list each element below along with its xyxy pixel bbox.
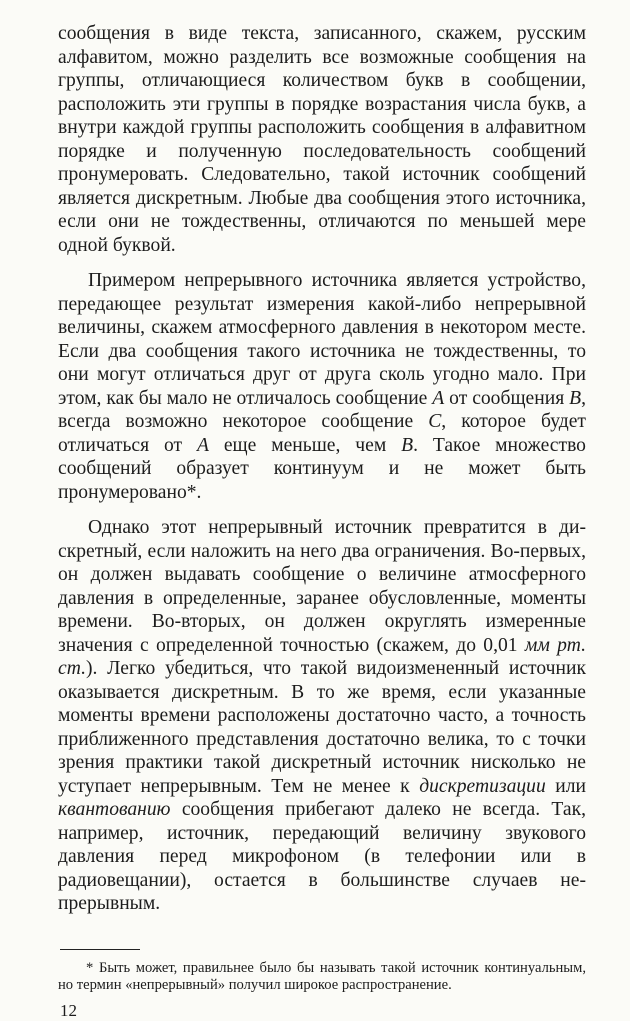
text-run: от сообщения: [444, 387, 570, 409]
italic-term: B: [401, 434, 414, 456]
italic-term: A: [432, 387, 445, 409]
italic-term: C: [428, 411, 442, 432]
text-run: Однако этот непрерывный источник превратится в дискретный, если наложить на него два ограничения. Во-первых, он должен выдавать сообщение о величине атмосферного давления в определенные, заранее обусловленные, моменты времени. Во-вторых, он должен округлять измеренные значения с определенной точностью (скажем, до 0,01: [58, 517, 586, 656]
text-run: , которое будет отличаться от: [58, 411, 586, 456]
text-run: сообщения в виде текста, записанного, скажем, русским алфавитом, можно разделить все возможные сообщения на группы, отличающиеся количеством букв в сообщении, расположить эти группы в порядке возрастания числа букв, а внутри каждой группы расположить сообщения в алфавитном порядке и полученную последовательность сообщений пронумеровать. Следовательно, такой источник сообщений является дискретным. Любые два сообщения этого источника, если они не тождественны, отличаются по меньшей мере одной буквой.: [58, 23, 586, 256]
italic-term: квантованию: [58, 799, 171, 820]
page-number: 12: [60, 1000, 77, 1020]
footnote-divider: [60, 949, 140, 950]
italic-term: мм рт. ст.: [58, 634, 587, 679]
text-run: или: [545, 775, 587, 797]
italic-term: дискретизации: [419, 775, 546, 797]
footnote: * Быть может, правильнее было бы называть такой источник континуальным, но термин «непрерывный» получил широкое распространение.: [58, 959, 586, 993]
text-run: Примером непрерывного источника является устройство, передающее результат измерения какой-либо непрерывной величины, скажем атмосферного давления в некотором месте. Если два сообщения такого источника не тождественны, то они могут отличаться друг от друга сколь угодно мало. При этом, как бы мало не отличалось сообщение: [58, 270, 586, 409]
paragraph-3: [58, 516, 586, 916]
italic-term: B: [569, 387, 582, 409]
paragraph-1: [58, 22, 586, 257]
text-run: ). Легко убедиться, что такой видоизмененный источник оказывается дискретным. В то же время, если указанные моменты времени расположены достаточно часто, а точность приближенного представления достаточно велика, то с точки зрения практики такой дискретный источник нисколько не уступает непрерывным. Тем не менее к: [58, 658, 586, 797]
italic-term: A: [196, 434, 209, 456]
text-run: . Такое множество сообщений образует континуум и не может быть пронумеровано*.: [58, 434, 586, 503]
main-text: [58, 22, 586, 916]
paragraph-2: [58, 269, 586, 504]
text-run: , всегда возможно некоторое сообщение: [58, 387, 587, 432]
text-run: еще меньше, чем: [208, 434, 402, 456]
text-run: сообщения прибегают далеко не всегда. Так, например, источник, передающий величину звукового давления перед микрофоном (в телефонии или в радиовещании), остается в большинстве случаев непрерывным.: [58, 799, 586, 914]
